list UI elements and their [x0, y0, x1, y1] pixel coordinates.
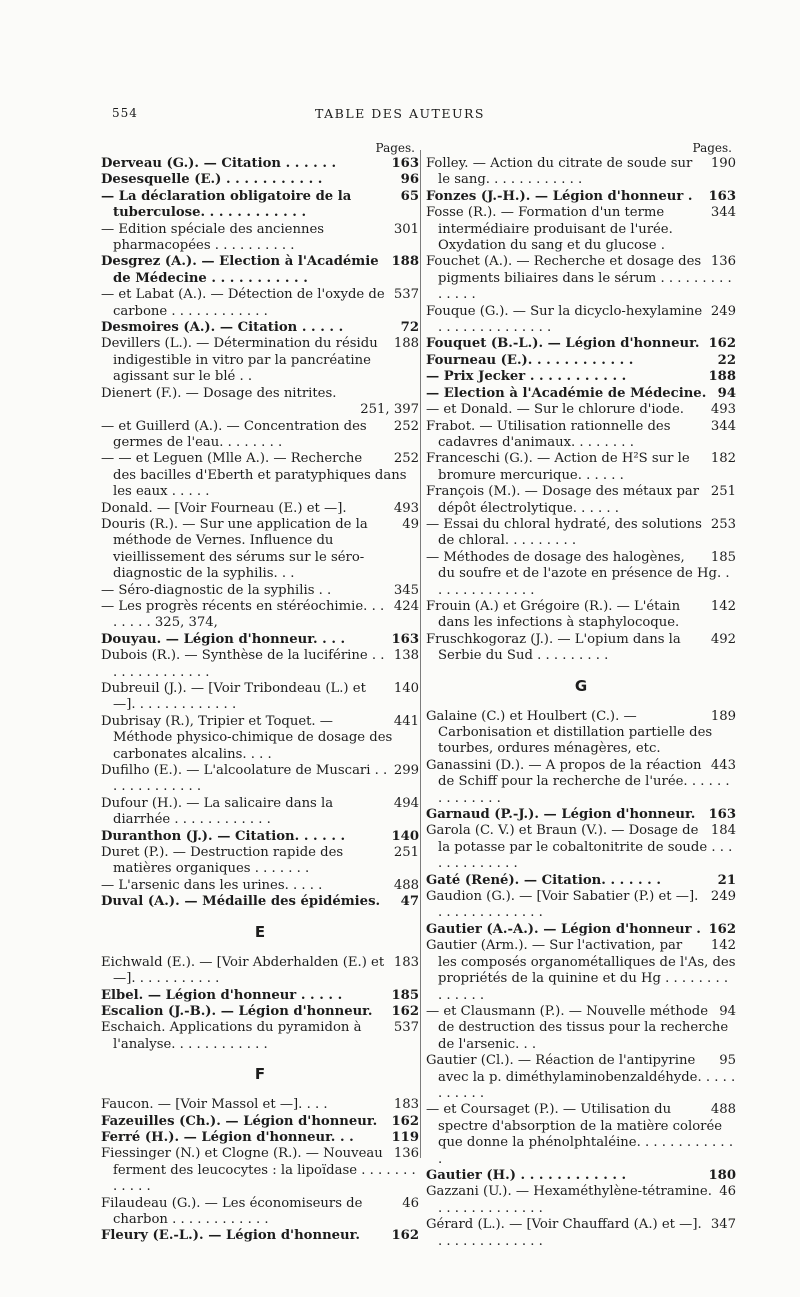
running-title: TABLE DES AUTEURS: [315, 106, 485, 121]
page-reference: 142: [710, 938, 736, 954]
page-reference: 190: [710, 156, 736, 171]
section-letter: E: [254, 922, 266, 941]
index-entry-continuation: 251, 397: [360, 402, 419, 418]
index-entry: [426, 709, 736, 758]
index-entry: [101, 796, 419, 829]
section-letter: G: [574, 676, 588, 695]
entry-text: Donald. — [Voir Fourneau (E.) et —].: [101, 500, 347, 516]
index-entry: [426, 807, 736, 823]
entry-text: Filaudeau (G.). — Les économiseurs de charbon . . . . . . . . . . . .: [101, 1195, 363, 1227]
page-reference: 95: [719, 1053, 736, 1069]
page-reference: 184: [710, 823, 736, 839]
page-reference: 344: [710, 418, 736, 434]
index-entry: [426, 599, 736, 632]
entry-text: Ferré (H.). — Légion d'honneur. . .: [101, 1129, 354, 1145]
page-reference: 185: [391, 987, 419, 1003]
index-entry: [426, 550, 736, 599]
index-entry: [101, 501, 419, 517]
page-reference: 537: [393, 287, 419, 303]
index-entry: [101, 517, 419, 583]
entry-text: François (M.). — Dosage des métaux par dépôt électrolytique. . . . . .: [426, 484, 700, 516]
index-entry: [101, 1020, 419, 1053]
entry-text: — et Clausmann (P.). — Nouvelle méthode de destruction des tissus pour la recherche de l'arsenic. . .: [426, 1003, 729, 1052]
page-reference: 183: [393, 1097, 419, 1113]
entry-text: Fonzes (J.-H.). — Légion d'honneur .: [426, 188, 693, 204]
entry-text: Faucon. — [Voir Massol et —]. . . .: [101, 1097, 328, 1113]
index-entry: [426, 873, 736, 889]
page-reference: 188: [708, 369, 736, 385]
entry-text: — — et Leguen (Mlle A.). — Recherche des bacilles d'Eberth et paratyphiques dans les eaux . . . . .: [101, 451, 407, 500]
page-reference: 136: [710, 254, 736, 270]
entry-text: Gautier (Cl.). — Réaction de l'antipyrine avec la p. diméthylaminobenzaldéhyde. . . . . . . . . . .: [426, 1053, 736, 1101]
index-entry: [426, 353, 736, 369]
entry-text: Duret (P.). — Destruction rapide des matières organiques . . . . . . .: [101, 845, 344, 877]
page-reference: 94: [719, 1003, 736, 1019]
page-reference: 424: [393, 598, 419, 614]
page-reference: 47: [400, 894, 419, 910]
page-reference: 189: [710, 708, 736, 724]
index-entry: [101, 156, 419, 172]
index-entry: [426, 632, 736, 665]
page-reference: 188: [393, 336, 419, 352]
index-entry: [101, 1097, 419, 1113]
page-reference: 136: [393, 1146, 419, 1162]
entry-text: Desmoires (A.). — Citation . . . . .: [101, 320, 344, 336]
entry-text: Garola (C. V.) et Braun (V.). — Dosage de la potasse par le cobaltonitrite de soude . . . . . . . . . . . . .: [426, 823, 733, 872]
entry-text: Fouchet (A.). — Recherche et dosage des pigments biliaires dans le sérum . . . . . . . . . . . . . .: [426, 254, 732, 303]
page-reference: 252: [393, 418, 419, 434]
index-entry: [101, 254, 419, 287]
entry-text: Dubrisay (R.), Tripier et Toquet. — Méthode physico-chimique de dosage des carbonates alcalins. . . .: [101, 713, 393, 762]
page-reference: 253: [710, 516, 736, 532]
entry-text: Fiessinger (N.) et Clogne (R.). — Nouveau ferment des leucocytes : la lipoïdase . . . . . . . . . . . .: [101, 1146, 416, 1195]
page-reference: 488: [710, 1102, 736, 1118]
entry-text: Desesquelle (E.) . . . . . . . . . . .: [101, 172, 323, 188]
page-reference: 140: [393, 681, 419, 696]
page-reference: 252: [393, 451, 419, 467]
entry-text: — L'arsenic dans les urines. . . . .: [101, 877, 323, 893]
entry-text: Ganassini (D.). — A propos de la réaction de Schiff pour la recherche de l'urée. . . . . . . . . . . . . .: [426, 757, 730, 806]
page-reference: 21: [717, 872, 736, 888]
index-entry: [426, 304, 736, 337]
index-entry: [426, 451, 736, 484]
page-reference: 249: [710, 889, 736, 905]
entry-text: Douris (R.). — Sur une application de la méthode de Vernes. Influence du vieillissement des sérums sur le séro-diagnostic de la syphilis. . .: [101, 516, 368, 582]
page-number: 554: [112, 106, 138, 120]
page-reference: 138: [393, 648, 419, 664]
entry-text: Escalion (J.-B.). — Légion d'honneur.: [101, 1003, 373, 1019]
entry-text: — Election à l'Académie de Médecine.: [426, 385, 707, 401]
index-entry: [101, 451, 419, 500]
index-entry: [101, 1196, 419, 1229]
entry-text: Frouin (A.) et Grégoire (R.). — L'étain dans les infections à staphylocoque.: [426, 598, 681, 631]
page-reference: 163: [708, 188, 736, 204]
index-entry: [101, 632, 419, 648]
entry-text: — et Labat (A.). — Détection de l'oxyde de carbone . . . . . . . . . . . .: [101, 287, 385, 319]
entry-text: Eschaich. Applications du pyramidon à l'analyse. . . . . . . . . . . .: [101, 1020, 362, 1052]
page-reference: 72: [400, 320, 419, 336]
page-reference: 185: [710, 549, 736, 565]
index-entry: [426, 419, 736, 452]
entry-text: Dufour (H.). — La salicaire dans la diarrhée . . . . . . . . . . . .: [101, 795, 334, 828]
page-reference: 162: [708, 336, 736, 352]
entry-text: Gazzani (U.). — Hexaméthylène-tétramine. . . . . . . . . . . . . .: [426, 1184, 712, 1216]
entry-text: Dubois (R.). — Synthèse de la luciférine . . . . . . . . . . . . . .: [101, 648, 385, 680]
index-entry: [101, 320, 419, 336]
page-reference: 182: [710, 451, 736, 467]
entry-text: — et Coursaget (P.). — Utilisation du spectre d'absorption de la matière colorée que donne la phénolphtaléine. . . . . . . . . . . . .: [426, 1102, 734, 1167]
entry-text: Gérard (L.). — [Voir Chauffard (A.) et —]. . . . . . . . . . . . . .: [426, 1217, 702, 1249]
entry-text: Derveau (G.). — Citation . . . . . .: [101, 156, 337, 171]
index-entry: [426, 889, 736, 922]
section-letter: F: [254, 1065, 266, 1084]
page-header: [0, 106, 800, 128]
entry-text: Fazeuilles (Ch.). — Légion d'honneur.: [101, 1113, 378, 1129]
index-entry: [426, 484, 736, 517]
entry-text: — Les progrès récents en stéréochimie. . . . . . . . 325, 374,: [101, 598, 385, 631]
entry-text: Dufilho (E.). — L'alcoolature de Muscari . . . . . . . . . . . . .: [101, 763, 388, 795]
page-reference: 46: [402, 1195, 419, 1211]
page-reference: 249: [710, 303, 736, 319]
page-reference: 163: [391, 631, 419, 647]
entry-text: Dienert (F.). — Dosage des nitrites.: [101, 385, 337, 401]
entry-text: — Essai du chloral hydraté, des solutions de chloral. . . . . . . . .: [426, 516, 702, 549]
page-reference: 94: [717, 385, 736, 401]
entry-text: Dubreuil (J.). — [Voir Tribondeau (L.) et —]. . . . . . . . . . . . .: [101, 681, 366, 713]
entry-text: Gautier (A.-A.). — Légion d'honneur .: [426, 921, 701, 937]
entry-text: Fouque (G.). — Sur la dicyclo-hexylamine . . . . . . . . . . . . . .: [426, 303, 703, 336]
page-reference: 163: [391, 156, 419, 171]
index-entry: [101, 648, 419, 681]
index-entry: [426, 156, 736, 189]
entry-text: Gautier (H.) . . . . . . . . . . . .: [426, 1167, 627, 1183]
index-entry: [426, 402, 736, 418]
index-entry: [101, 1228, 419, 1244]
entry-text: Garnaud (P.-J.). — Légion d'honneur.: [426, 807, 696, 823]
page-reference: 493: [393, 500, 419, 516]
index-entry: [101, 714, 419, 763]
index-entry: [426, 922, 736, 938]
index-entry: [426, 758, 736, 807]
page-reference: 183: [393, 954, 419, 970]
entry-text: — La déclaration obligatoire de la tuberculose. . . . . . . . . . . .: [101, 188, 352, 221]
index-entry: [101, 1114, 419, 1130]
page-reference: 347: [710, 1217, 736, 1233]
page-reference: 140: [391, 828, 419, 844]
page-reference: 180: [708, 1167, 736, 1183]
index-entry: [101, 763, 419, 796]
index-entry: [101, 172, 419, 188]
entry-text: Franceschi (G.). — Action de H²S sur le bromure mercurique. . . . . .: [426, 451, 690, 483]
index-entry: [101, 419, 419, 452]
index-entry: [101, 829, 419, 845]
entry-text: — Prix Jecker . . . . . . . . . . .: [426, 369, 627, 385]
right-column: [426, 140, 736, 1250]
index-entry: [426, 823, 736, 872]
index-entry: [426, 189, 736, 205]
entry-text: Elbel. — Légion d'honneur . . . . .: [101, 987, 343, 1003]
page-reference: 251: [393, 845, 419, 861]
entry-text: Duranthon (J.). — Citation. . . . . .: [101, 828, 346, 844]
entry-text: Douyau. — Légion d'honneur. . . .: [101, 631, 346, 647]
index-entry: [101, 189, 419, 222]
page-reference: 22: [717, 352, 736, 368]
column-divider: [420, 150, 421, 1158]
index-entry: [101, 336, 419, 385]
index-entry: [101, 845, 419, 878]
index-entry: [101, 1130, 419, 1146]
page-reference: 162: [391, 1003, 419, 1019]
entry-text: — et Donald. — Sur le chlorure d'iode.: [426, 402, 684, 418]
page-reference: 46: [719, 1184, 736, 1200]
entry-text: Fourneau (E.). . . . . . . . . . . .: [426, 352, 634, 368]
entry-text: — Séro-diagnostic de la syphilis . .: [101, 582, 332, 598]
index-entry: [426, 1053, 736, 1102]
page-reference: 344: [710, 205, 736, 221]
pages-label: Pages.: [375, 141, 415, 155]
entry-text: Gaudion (G.). — [Voir Sabatier (P.) et —]. . . . . . . . . . . . . .: [426, 889, 699, 921]
left-column: [101, 140, 419, 1245]
page-reference: 119: [391, 1129, 419, 1145]
page-reference: 251: [710, 484, 736, 500]
page-reference: 162: [391, 1228, 419, 1244]
index-entry: [101, 599, 419, 632]
index-entry: [101, 878, 419, 894]
entry-text: Devillers (L.). — Détermination du résidu indigestible in vitro par la pancréatine agissant sur le blé . .: [101, 336, 378, 385]
entry-text: Duval (A.). — Médaille des épidémies.: [101, 894, 381, 910]
index-entry: [101, 955, 419, 988]
index-entry: [426, 336, 736, 352]
entry-text: Fruschkogorаz (J.). — L'opium dans la Serbie du Sud . . . . . . . . .: [426, 631, 681, 664]
index-entry: [101, 583, 419, 599]
page-reference: 299: [393, 763, 419, 779]
index-entry: [426, 1102, 736, 1168]
entry-text: Fosse (R.). — Formation d'un terme intermédiaire produisant de l'urée. Oxydation du sang et du glucose .: [426, 205, 673, 254]
entry-text: Fleury (E.-L.). — Légion d'honneur.: [101, 1228, 360, 1244]
index-entry: [426, 938, 736, 1004]
page-reference: 188: [391, 254, 419, 270]
page-reference: 492: [710, 631, 736, 647]
index-entry: [101, 1004, 419, 1020]
page-reference: 162: [391, 1113, 419, 1129]
index-entry: [101, 1146, 419, 1195]
index-entry: [426, 517, 736, 550]
page-reference: 441: [393, 713, 419, 729]
index-entry: [101, 988, 419, 1004]
entry-text: — Edition spéciale des anciennes pharmacopées . . . . . . . . . .: [101, 221, 325, 254]
index-entry: [101, 681, 419, 714]
page-reference: 488: [393, 877, 419, 893]
page-reference: 65: [400, 188, 419, 204]
index-entry: [426, 1004, 736, 1053]
index-entry: [101, 894, 419, 910]
entry-text: Gaté (René). — Citation. . . . . . .: [426, 872, 661, 888]
index-entry: [426, 205, 736, 254]
index-entry: [101, 222, 419, 255]
index-entry: [101, 287, 419, 320]
entry-text: Galaine (C.) et Houlbert (C.). — Carbonisation et distillation partielle des tourbes, ordures ménagères, etc.: [426, 708, 713, 757]
page-reference: 162: [708, 921, 736, 937]
index-entry: [426, 1184, 736, 1217]
index-entry: [426, 369, 736, 385]
page-reference: 163: [708, 807, 736, 823]
index-entry: [426, 1168, 736, 1184]
index-entry: [426, 254, 736, 303]
page-reference: 493: [710, 402, 736, 418]
entry-text: Desgrez (A.). — Election à l'Académie de Médecine . . . . . . . . . . .: [101, 254, 379, 286]
index-entry: [426, 386, 736, 402]
entry-text: Eichwald (E.). — [Voir Abderhalden (E.) et —]. . . . . . . . . . .: [101, 954, 385, 987]
page-reference: 96: [400, 172, 419, 188]
index-entry: [426, 1217, 736, 1250]
page-reference: 443: [710, 757, 736, 773]
page-reference: 537: [393, 1020, 419, 1036]
page-reference: 142: [710, 598, 736, 614]
entry-text: Frabot. — Utilisation rationnelle des cadavres d'animaux. . . . . . . .: [426, 418, 671, 450]
page-reference: 301: [393, 221, 419, 237]
entry-text: — et Guillerd (A.). — Concentration des germes de l'eau. . . . . . . .: [101, 418, 367, 450]
entry-text: — Méthodes de dosage des halogènes, du soufre et de l'azote en présence de Hg. . . . . . . . . . . . . .: [426, 549, 730, 598]
page-reference: 49: [402, 516, 419, 532]
page-reference: 494: [393, 795, 419, 811]
entry-text: Fouquet (B.-L.). — Légion d'honneur.: [426, 336, 700, 352]
entry-text: Folley. — Action du citrate de soude sur le sang. . . . . . . . . . . .: [426, 156, 693, 188]
pages-label: Pages.: [692, 141, 732, 155]
entry-text: Gautier (Arm.). — Sur l'activation, par les composés organométalliques de l'As, des propriétés de la quinine et du Hg . . . . . . . . . . . . . .: [426, 938, 736, 1003]
index-entry: [101, 386, 419, 402]
page-reference: 345: [393, 582, 419, 598]
